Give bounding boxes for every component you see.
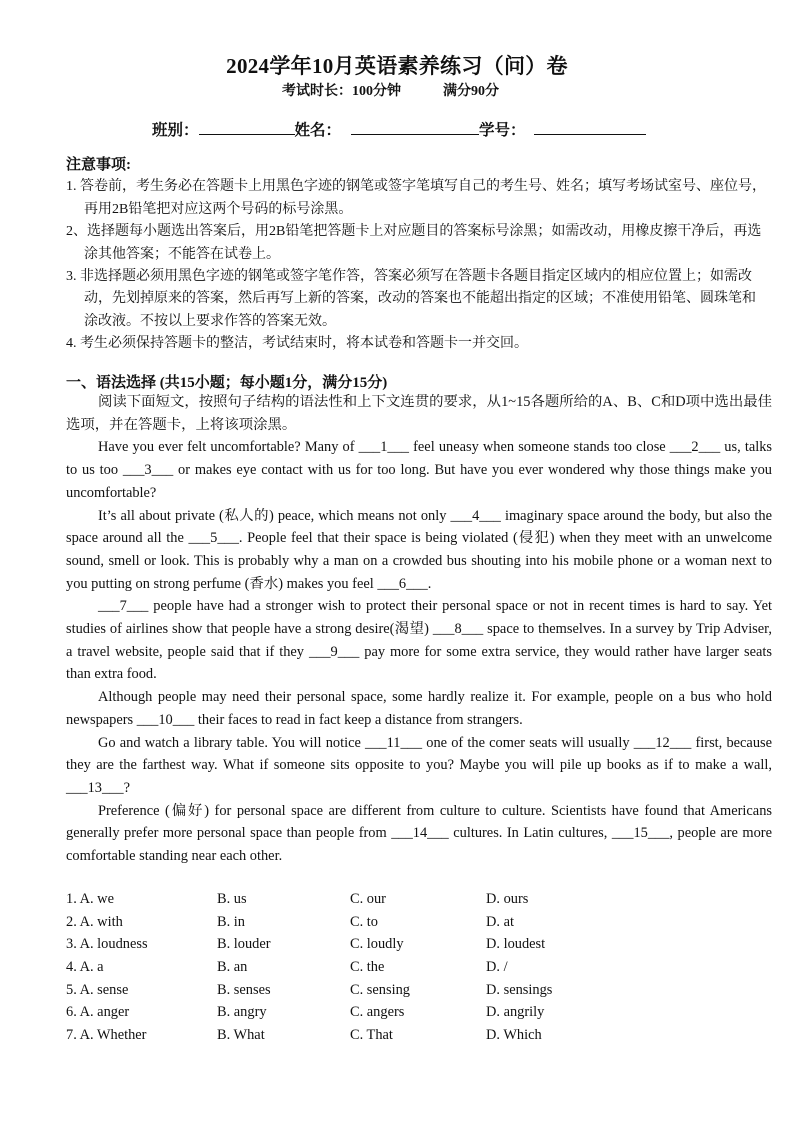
option-b: B. angry xyxy=(217,1004,267,1021)
option-a: 2. A. with xyxy=(66,913,123,930)
option-b: B. What xyxy=(217,1027,265,1044)
exam-full-score: 满分90分 xyxy=(443,84,499,99)
option-a: 3. A. loudness xyxy=(66,936,148,953)
note-item: 2、选择题每小题选出答案后，用2B铅笔把答题卡上对应题目的答案标号涂黑；如需改动，用橡皮擦干净后，再选涂其他答案；不能答在试卷上。 xyxy=(66,224,762,262)
reading-passage xyxy=(66,391,772,868)
option-c: C. our xyxy=(350,891,386,907)
note-item: 3. 非选择题必须用黑色字迹的钢笔或签字笔作答，答案必须写在答题卡各题目指定区域内的相应位置上；如需改动，先划掉原来的答案，然后再写上新的答案，改动的答案也不能超出指定的区域；不准使用铅笔、圆珠笔和涂改液。不按以上要求作答的答案无效。 xyxy=(66,269,756,329)
option-row xyxy=(66,956,772,979)
passage-paragraph: ___7___ people have had a stronger wish to protect their personal space or not in recent times is hard to say. Yet studies of airlines show that people have a strong desire(渴望) ___8___ space to themselves. In a survey by Trip Adviser, a travel website, people said that if they ___9___ pay more for some extra service, they would rather have larger seats than extra food. xyxy=(66,598,772,683)
option-b: B. us xyxy=(217,891,247,907)
option-c: C. That xyxy=(350,1027,393,1044)
exam-info xyxy=(282,80,541,100)
option-a: 1. A. we xyxy=(66,891,114,907)
option-row xyxy=(66,888,772,911)
option-row xyxy=(66,911,772,934)
option-a: 4. A. a xyxy=(66,959,104,976)
class-blank[interactable] xyxy=(199,120,295,135)
passage-paragraph: Preference (偏好) for personal space are different from culture to culture. Scientists have found that Americans generally prefer more personal space than people from ___14___ cultures. In Latin cultures, ___15___, people are more comfortable standing near each other. xyxy=(66,802,772,865)
option-row xyxy=(66,979,772,1002)
option-b: B. an xyxy=(217,959,248,976)
option-row xyxy=(66,933,772,956)
note-item: 4. 考生必须保持答题卡的整洁，考试结束时，将本试卷和答题卡一并交回。 xyxy=(66,336,528,352)
option-c: C. loudly xyxy=(350,936,404,953)
option-a: 7. A. Whether xyxy=(66,1027,147,1044)
name-blank[interactable] xyxy=(351,120,479,135)
option-b: B. senses xyxy=(217,981,271,998)
notes-heading: 注意事项: xyxy=(66,157,131,173)
note-item: 1. 答卷前，考生务必在答题卡上用黑色字迹的钢笔或签字笔填写自己的考生号、姓名；填写考场试室号、座位号，再用2B铅笔把对应这两个号码的标号涂黑。 xyxy=(66,179,766,217)
option-d: D. sensings xyxy=(486,981,553,998)
option-d: D. loudest xyxy=(486,936,546,953)
option-c: C. angers xyxy=(350,1004,405,1021)
passage-paragraph: It’s all about private (私人的) peace, which means not only ___4___ imaginary space around the body, but also the space around all the ___5___. People feel that their space is being violated (侵犯) when they meet with an unwelcome sound, smell or look. This is probably why a man on a crowded bus shouting into his mobile phone or a woman next to you putting on strong perfume (香水) makes you feel ___6___. xyxy=(66,507,772,592)
option-d: D. Which xyxy=(486,1027,542,1044)
student-id-blank[interactable] xyxy=(534,120,646,135)
option-row xyxy=(66,1001,772,1024)
section-heading: 一、语法选择 (共15小题；每小题1分，满分15分) xyxy=(66,375,388,391)
option-row xyxy=(66,1024,772,1047)
option-d: D. ours xyxy=(486,891,529,907)
class-label: 班别： xyxy=(152,122,199,139)
passage-paragraph: Have you ever felt uncomfortable? Many of ___1___ feel uneasy when someone stands too close ___2___ us, talks to us too ___3___ or makes eye contact with us for too long. But have you ever wondered why those things make you uncomfortable? xyxy=(66,439,772,501)
option-d: D. at xyxy=(486,913,514,930)
passage-paragraph: Although people may need their personal space, some hardly realize it. For example, people on a bus who hold newspapers ___10___ their faces to read in fact keep a distance from strangers. xyxy=(66,689,772,728)
student-info-line xyxy=(152,118,646,140)
option-c: C. sensing xyxy=(350,981,410,998)
option-d: D. / xyxy=(486,959,508,976)
name-label: 姓名： xyxy=(294,122,342,139)
student-id-label: 学号： xyxy=(479,122,526,139)
answer-options xyxy=(66,888,772,1047)
passage-paragraph: Go and watch a library table. You will notice ___11___ one of the comer seats will usually ___12___ first, because they are the farthest way. What if someone sits opposite to you? Maybe you will pile up books as if to make a wall, ___13___? xyxy=(66,734,772,796)
exam-title: 2024学年10月英语素养练习（问）卷 xyxy=(226,54,568,78)
option-a: 6. A. anger xyxy=(66,1004,130,1021)
option-d: D. angrily xyxy=(486,1004,545,1021)
option-b: B. in xyxy=(217,913,245,930)
option-c: C. to xyxy=(350,913,378,930)
exam-duration: 考试时长：100分钟 xyxy=(282,84,401,99)
option-a: 5. A. sense xyxy=(66,981,129,998)
option-b: B. louder xyxy=(217,936,271,953)
option-c: C. the xyxy=(350,959,385,976)
notes-block xyxy=(66,154,766,356)
section-instruction: 阅读下面短文，按照句子结构的语法性和上下文连贯的要求，从1~15各题所给的A、B、C和D项中选出最佳选项，并在答题卡，上将该项涂黑。 xyxy=(66,394,772,433)
